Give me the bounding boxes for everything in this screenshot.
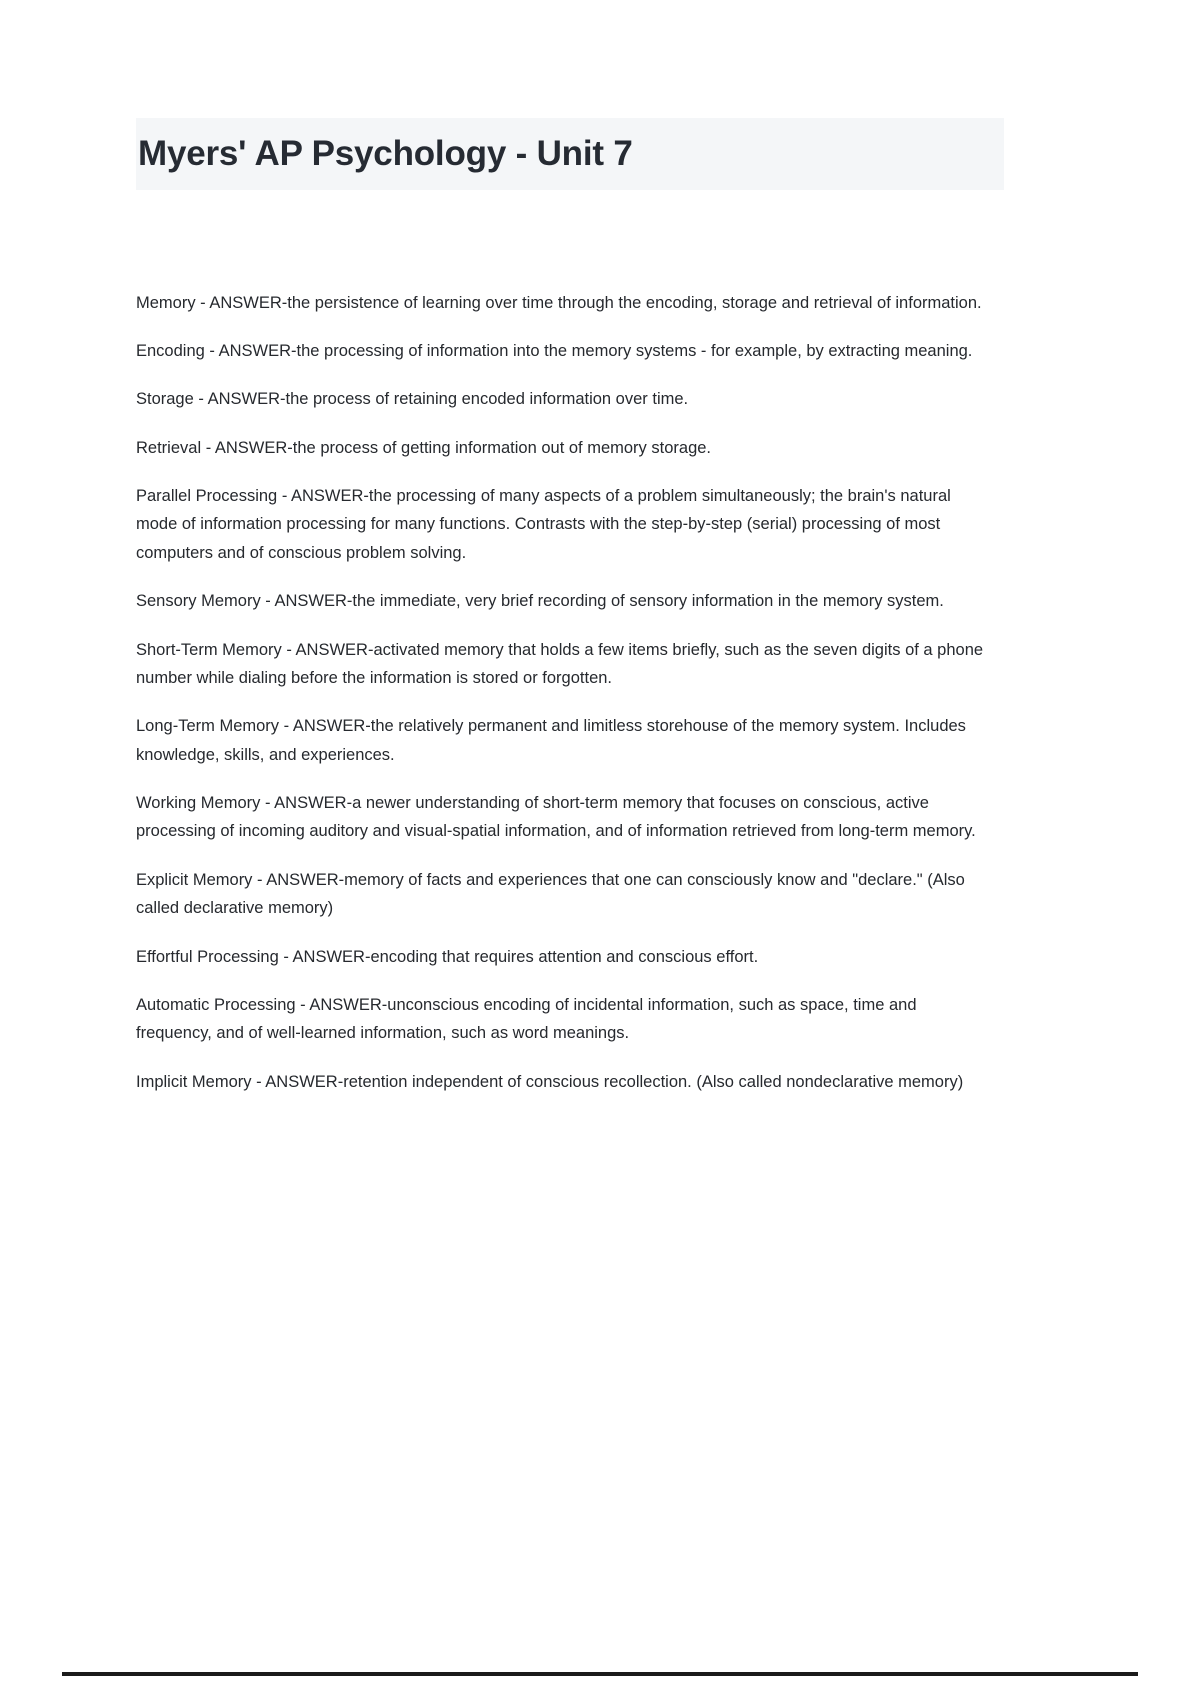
answer-label: ANSWER- bbox=[309, 995, 388, 1014]
answer-label: ANSWER- bbox=[292, 947, 371, 966]
definition-term: Storage bbox=[136, 390, 194, 409]
term-separator: - bbox=[204, 341, 219, 360]
term-separator: - bbox=[277, 487, 291, 505]
definition-term: Parallel Processing bbox=[136, 487, 278, 505]
definition-text: memory of facts and experiences that one can consciously know and "declare." (Also called declarative memory) bbox=[136, 870, 965, 918]
definition-term: Long-Term Memory bbox=[136, 717, 280, 736]
definition-text: the processing of many aspects of a problem simultaneously; the brain's natural mode of information processing for many functions. Contrasts with the step-by-step (serial) processing of most computers and of conscious problem solving. bbox=[136, 487, 951, 562]
definition-text: the process of getting information out of memory storage. bbox=[292, 438, 712, 457]
definition-text: unconscious encoding of incidental information, such as space, time and frequency, and of well-learned information, such as word meanings. bbox=[136, 995, 917, 1043]
definition-term: Memory bbox=[136, 293, 196, 312]
definition-text: the relatively permanent and limitless storehouse of the memory system. Includes knowledge, skills, and experiences. bbox=[136, 717, 966, 764]
definition-term: Implicit Memory bbox=[136, 1072, 252, 1091]
definition-term: Automatic Processing bbox=[136, 995, 296, 1014]
definition-entry bbox=[136, 712, 994, 769]
definition-term: Working Memory bbox=[136, 794, 261, 812]
definition-entry bbox=[136, 482, 994, 567]
answer-label: ANSWER- bbox=[266, 870, 345, 889]
definition-entry bbox=[136, 337, 994, 365]
term-separator: - bbox=[251, 1072, 266, 1091]
term-separator: - bbox=[260, 592, 275, 611]
definition-text: the processing of information into the memory systems - for example, by extracting meaning. bbox=[296, 341, 973, 360]
definition-entry bbox=[136, 385, 994, 413]
definition-entry bbox=[136, 289, 994, 317]
term-separator: - bbox=[281, 640, 296, 659]
definition-term: Effortful Processing bbox=[136, 947, 279, 966]
answer-label: ANSWER- bbox=[265, 1072, 344, 1091]
term-separator: - bbox=[295, 995, 310, 1014]
term-separator: - bbox=[193, 390, 208, 409]
definition-entry bbox=[136, 636, 994, 693]
title-banner bbox=[136, 118, 1004, 190]
definition-term: Retrieval bbox=[136, 438, 202, 457]
definition-text: retention independent of conscious recollection. (Also called nondeclarative memory) bbox=[343, 1072, 964, 1091]
term-separator: - bbox=[260, 794, 275, 812]
answer-label: ANSWER- bbox=[291, 487, 369, 505]
definition-text: the immediate, very brief recording of sensory information in the memory system. bbox=[352, 592, 944, 611]
term-separator: - bbox=[195, 293, 210, 312]
answer-label: ANSWER- bbox=[292, 717, 371, 736]
definition-text: a newer understanding of short-term memory that focuses on conscious, active processing of incoming auditory and visual-spatial information, and of information retrieved from long-term memory. bbox=[136, 794, 976, 841]
answer-label: ANSWER- bbox=[209, 293, 288, 312]
definition-text: the persistence of learning over time through the encoding, storage and retrieval of information. bbox=[287, 293, 982, 312]
definition-entry bbox=[136, 587, 994, 615]
definition-text: the process of retaining encoded information over time. bbox=[285, 390, 689, 409]
term-separator: - bbox=[278, 947, 293, 966]
definition-entry bbox=[136, 943, 994, 971]
definitions-list bbox=[136, 272, 994, 1096]
definition-entry bbox=[136, 789, 994, 846]
answer-label: ANSWER- bbox=[207, 390, 286, 409]
definition-text: encoding that requires attention and conscious effort. bbox=[370, 947, 759, 966]
answer-label: ANSWER- bbox=[218, 341, 297, 360]
definition-entry bbox=[136, 991, 994, 1048]
term-separator: - bbox=[279, 717, 293, 736]
page-title: Myers' AP Psychology - Unit 7 bbox=[138, 133, 633, 173]
definition-text: activated memory that holds a few items briefly, such as the seven digits of a phone number while dialing before the information is stored or forgotten. bbox=[136, 640, 984, 687]
definition-term: Explicit Memory bbox=[136, 870, 253, 889]
answer-label: ANSWER- bbox=[274, 592, 353, 611]
definition-term: Short-Term Memory bbox=[136, 640, 282, 659]
answer-label: ANSWER- bbox=[214, 438, 293, 457]
term-separator: - bbox=[252, 870, 267, 889]
definition-entry bbox=[136, 434, 994, 462]
definition-term: Sensory Memory bbox=[136, 592, 261, 611]
term-separator: - bbox=[201, 438, 215, 457]
definition-entry bbox=[136, 1068, 994, 1096]
definition-entry bbox=[136, 866, 994, 923]
answer-label: ANSWER- bbox=[295, 640, 374, 659]
answer-label: ANSWER- bbox=[274, 794, 353, 812]
footer-divider bbox=[62, 1672, 1138, 1676]
definition-term: Encoding bbox=[136, 341, 205, 360]
